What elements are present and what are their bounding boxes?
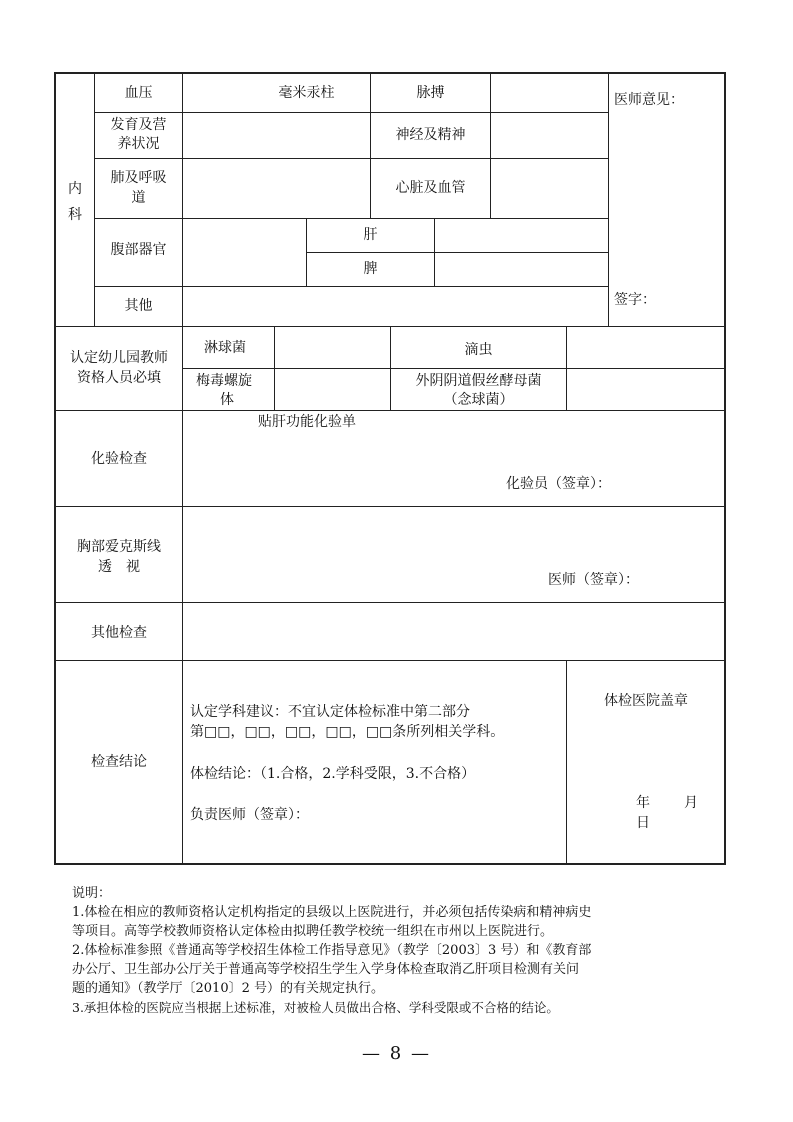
note-1-line2: 等项目。高等学校教师资格认定体检由拟聘任教学校统一组织在市州以上医院进行。 xyxy=(72,924,554,939)
candida-label-2: （念球菌） xyxy=(443,392,514,408)
xray-signer: 医师（签章）： xyxy=(548,572,639,588)
note-2-line1: 2.体检标准参照《普通高等学校招生体检工作指导意见》（教学〔2003〕3 号）和《教育部 xyxy=(72,943,592,958)
liver-label: 肝 xyxy=(363,227,378,243)
development-label-1: 发育及营 xyxy=(110,117,167,133)
notes-title: 说明： xyxy=(72,886,112,901)
spleen-label: 脾 xyxy=(363,261,378,277)
syphilis-label-2: 体 xyxy=(220,392,234,408)
heart-label: 心脏及血管 xyxy=(395,180,466,196)
doctor-opinion-label: 医师意见： xyxy=(614,92,684,108)
pulse-label: 脉搏 xyxy=(416,85,445,101)
syphilis-label-1: 梅毒螺旋 xyxy=(196,373,252,389)
blood-pressure-label: 血压 xyxy=(124,85,153,101)
page-number: — 8 — xyxy=(362,1043,431,1064)
candida-label-1: 外阴阴道假丝酵母菌 xyxy=(415,373,542,389)
kindergarten-label-1: 认定幼儿园教师 xyxy=(70,350,168,366)
abdomen-label: 腹部器官 xyxy=(110,242,167,258)
lab-label: 化验检查 xyxy=(91,451,147,467)
trichomonas-label: 滴虫 xyxy=(464,342,493,358)
hospital-stamp-label: 体检医院盖章 xyxy=(604,693,688,709)
date-day: 日 xyxy=(636,815,650,831)
lab-signer: 化验员（签章）： xyxy=(506,476,611,492)
subject-suggestion-line2: 第□□，□□，□□，□□，□□条所列相关学科。 xyxy=(190,724,505,740)
date-year: 年 xyxy=(636,795,650,811)
conclusion-label: 检查结论 xyxy=(91,754,147,770)
note-1-line1: 1.体检在相应的教师资格认定机构指定的县级以上医院进行，并必须包括传染病和精神病史 xyxy=(72,905,592,920)
gonococcus-label: 淋球菌 xyxy=(204,340,246,356)
development-label-2: 养状况 xyxy=(117,136,160,152)
lung-label-2: 道 xyxy=(131,190,146,206)
responsible-doctor: 负责医师（签章）： xyxy=(190,807,309,823)
xray-label-1: 胸部爱克斯线 xyxy=(77,539,161,555)
lung-label-1: 肺及呼吸 xyxy=(110,170,167,186)
other-exam-label: 其他检查 xyxy=(91,625,147,641)
section-neike-label: 内科 xyxy=(68,181,82,223)
note-2-line2: 办公厅、卫生部办公厅关于普通高等学校招生学生入学身体检查取消乙肝项目检测有关问 xyxy=(72,962,580,977)
blood-pressure-unit: 毫米汞柱 xyxy=(278,85,335,101)
exam-result: 体检结论：（1.合格，2.学科受限，3.不合格） xyxy=(190,766,476,782)
other-label: 其他 xyxy=(124,298,153,314)
note-2-line3: 题的通知》（教学厅〔2010〕2 号）的有关规定执行。 xyxy=(72,981,384,996)
date-month: 月 xyxy=(684,795,698,811)
xray-label-2: 透 视 xyxy=(98,559,140,575)
lab-attach-note: 贴肝功能化验单 xyxy=(258,414,356,430)
signature-label: 签字： xyxy=(614,292,656,308)
kindergarten-label-2: 资格人员必填 xyxy=(77,370,161,386)
subject-suggestion-line1: 认定学科建议：不宜认定体检标准中第二部分 xyxy=(190,704,470,720)
nervous-label: 神经及精神 xyxy=(395,127,466,143)
notes-section xyxy=(72,884,732,1017)
note-3: 3.承担体检的医院应当根据上述标准，对被检人员做出合格、学科受限或不合格的结论。 xyxy=(72,1000,559,1015)
